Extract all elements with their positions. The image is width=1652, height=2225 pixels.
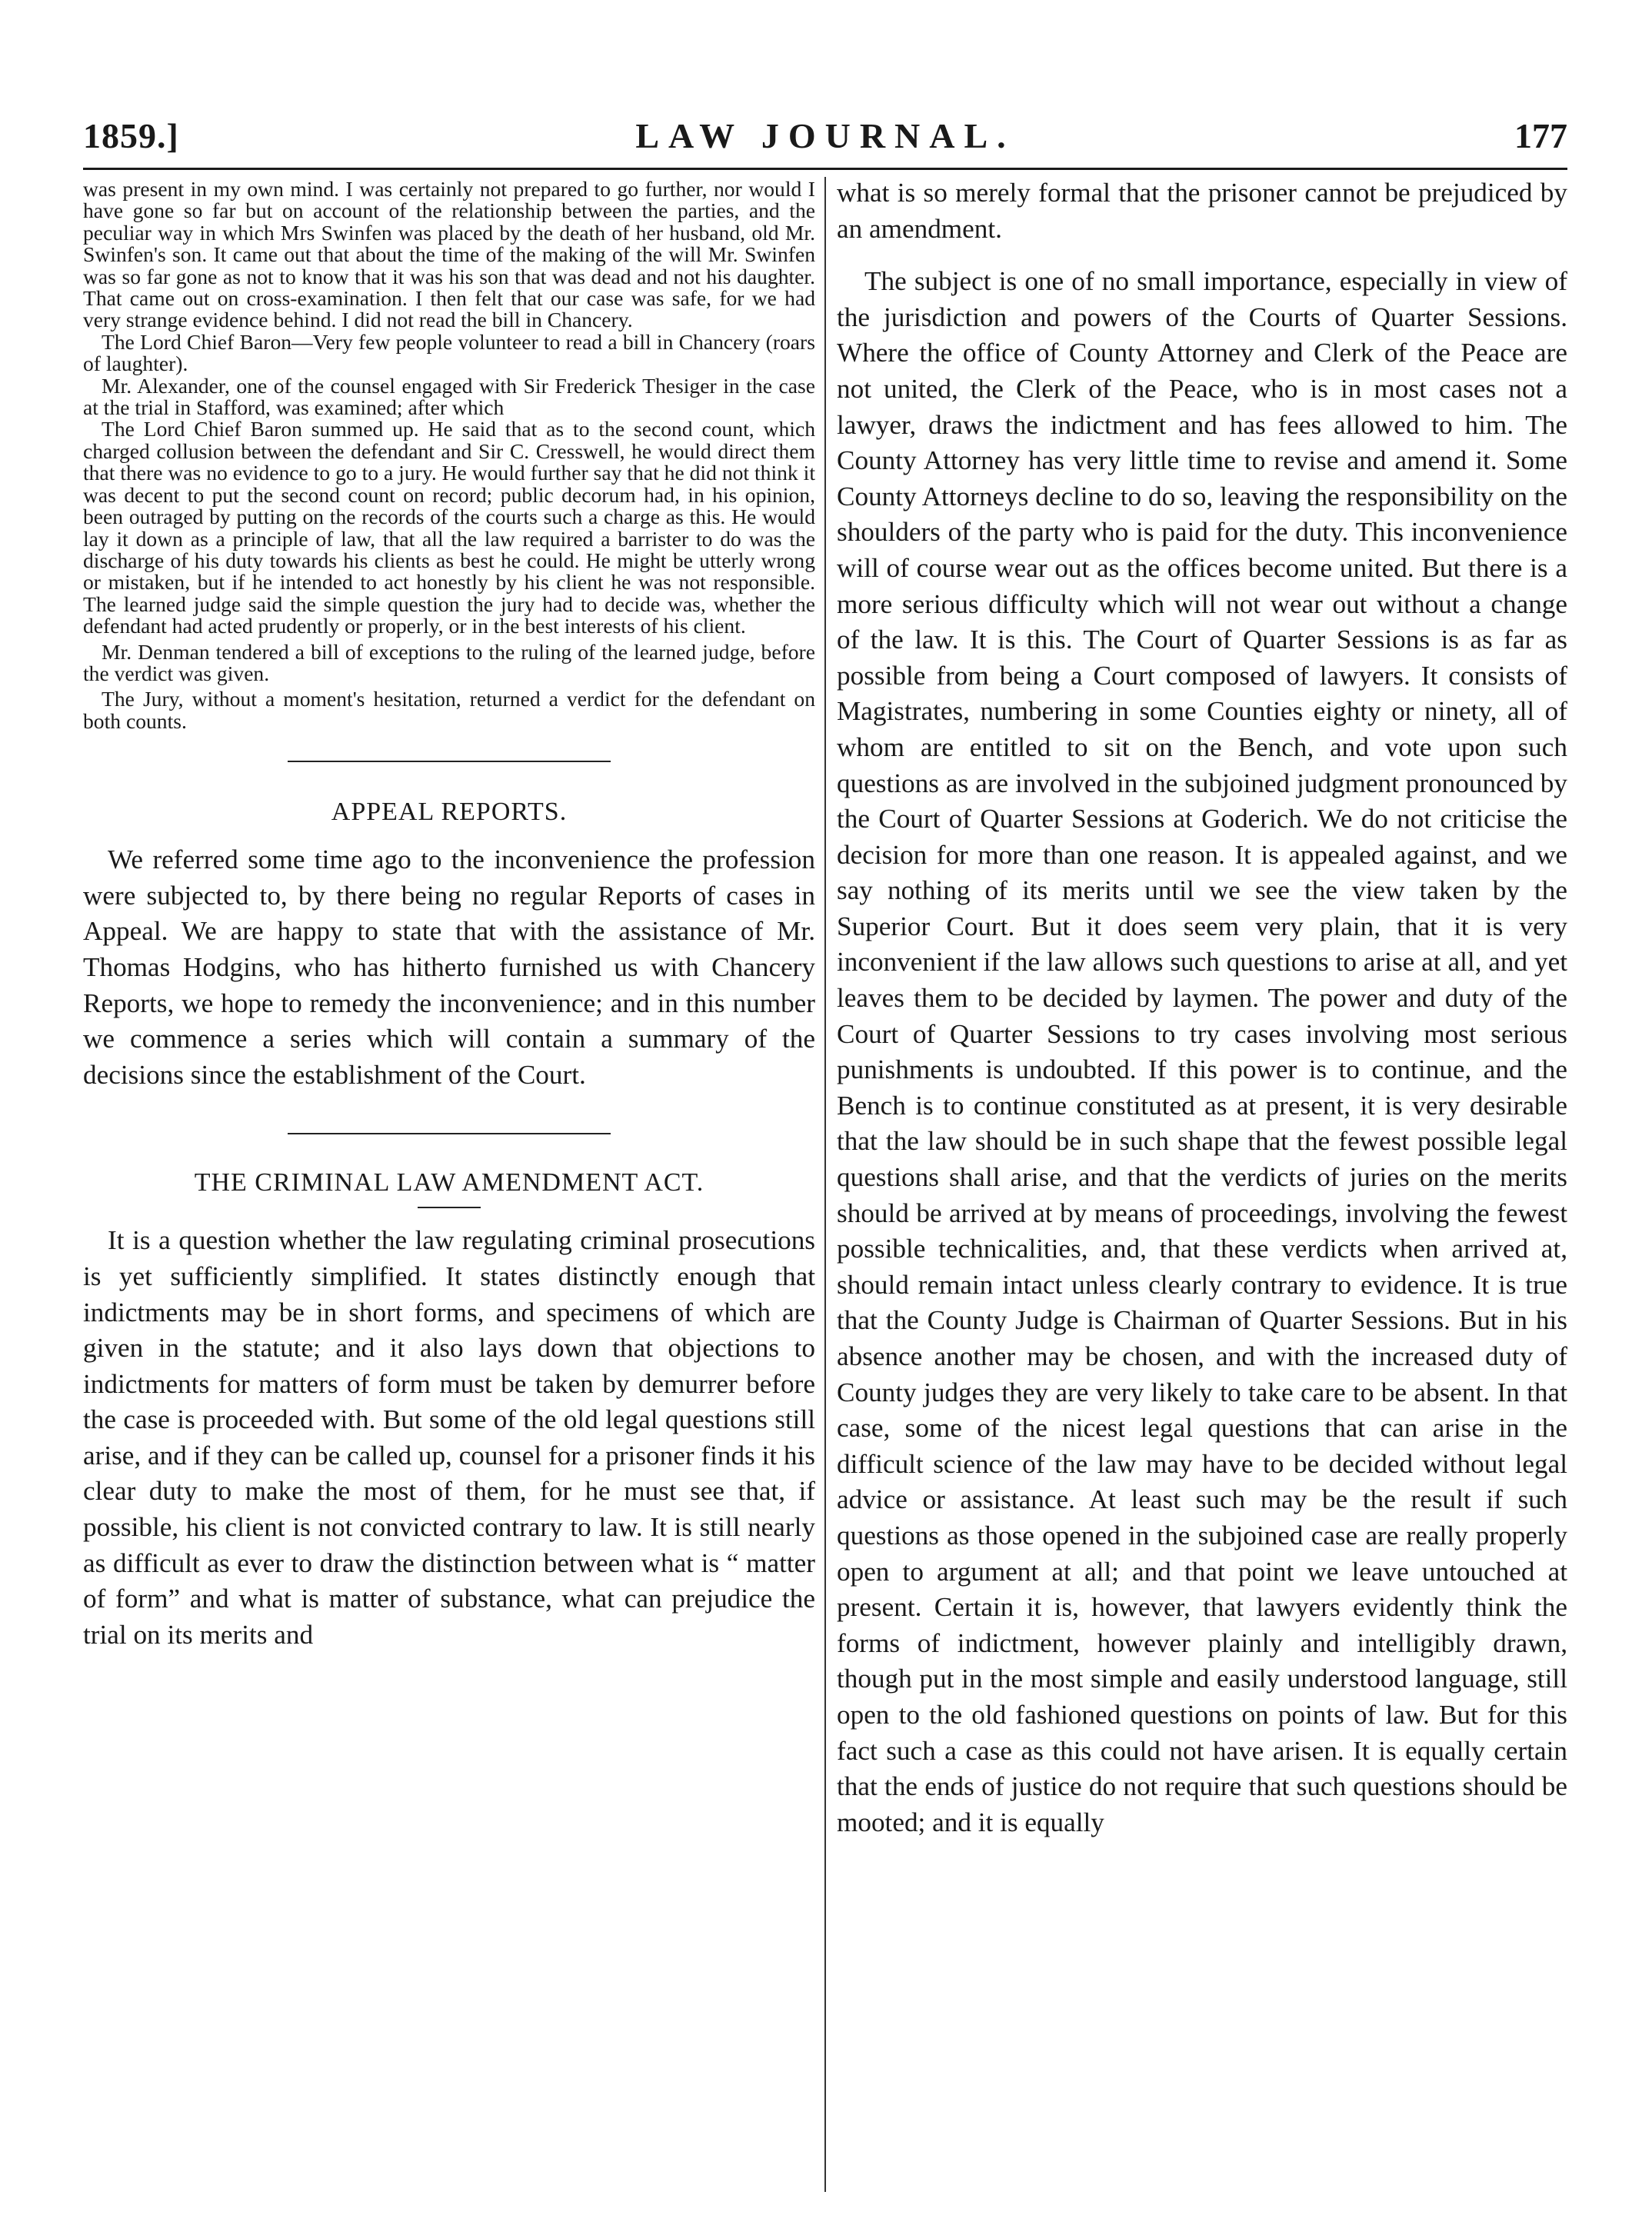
column-divider <box>824 177 826 2192</box>
appeal-reports-body <box>83 842 815 1093</box>
criminal-law-paragraph: It is a question whether the law regulating criminal prosecutions is yet sufficiently simplified. It states distinctly enough that indictments may be in short forms, and specimens of which are given in the statute; and it also lays down that objections to indictments for matters of form must be taken by demurrer before the case is proceeded with. But some of the old legal questions still arise, and if they can be called up, counsel for a prisoner finds it his clear duty to make the most of them, for he must see that, if possible, his client is not convicted contrary to law. It is still nearly as difficult as ever to draw the distinction between what is “ matter of form” and what is matter of substance, what can prejudice the trial on its merits and <box>83 1225 815 1650</box>
section-divider <box>288 1133 611 1134</box>
court-report <box>83 178 815 732</box>
left-column <box>83 178 815 1653</box>
right-column <box>837 175 1567 1840</box>
criminal-law-title: THE CRIMINAL LAW AMENDMENT ACT. <box>194 1168 704 1197</box>
header-journal-title: LAW JOURNAL. <box>635 116 1015 155</box>
header-year: 1859.] <box>83 116 179 155</box>
criminal-law-body <box>83 1223 815 1653</box>
report-paragraph: The Jury, without a moment's hesitation, returned a verdict for the defendant on both counts. <box>83 687 815 733</box>
header-page-number: 177 <box>1514 116 1567 155</box>
report-paragraph: The Lord Chief Baron summed up. He said that as to the second count, which charged collusion between the defendant and Sir C. Cresswell, he would direct them that there was no evidence to go to a jury. He would further say that he did not think it was decent to put the second count on record; public decorum had, in his opinion, been outraged by putting on the records of the courts such a charge as this. He would lay it down as a principle of law, that all the law required a barrister to do was the discharge of his duty towards his clients as best he could. He might be utterly wrong or mistaken, but if he intended to act honestly by his client he was not responsible. The learned judge said the simple question the jury had to decide was, whether the defendant had acted prudently or properly, or in the best interests of his client. <box>83 417 815 638</box>
body-paragraph: The subject is one of no small importance, especially in view of the jurisdiction and powers of the Courts of Quarter Sessions. Where the office of County Attorney and Clerk of the Peace are not united, the Clerk of the Peace, who is in most cases not a lawyer, draws the indictment and has fees allowed to him. The County Attorney has very little time to revise and amend it. Some County Attorneys decline to do so, leaving the responsibility on the shoulders of the party who is paid for the duty. This inconvenience will of course wear out as the offices become united. But there is a more serious difficulty which will not wear out without a change of the law. It is this. The Court of Quarter Sessions is as far as possible from being a Court composed of lawyers. It consists of Magistrates, numbering in some Counties eighty or ninety, all of whom are entitled to sit on the Bench, and vote upon such questions as are involved in the subjoined judgment pronounced by the Court of Quarter Sessions at Goderich. We do not criticise the decision for more than one reason. It is appealed against, and we say nothing of its merits until we see the view taken by the Superior Court. But it does seem very plain, that it is very inconvenient if the law allows such questions to arise at all, and yet leaves them to be decided by laymen. The power and duty of the Court of Quarter Sessions to try cases involving most serious punishments is undoubted. If this power is to continue, and the Bench is to continue constituted as at present, it is very desirable that the law should be in such shape that the fewest possible legal questions shall arise, and that the verdicts of juries on the merits should be arrived at by means of proceedings, involving the fewest possible technicalities, and, that these verdicts when arrived at, should remain intact unless clearly contrary to evidence. It is true that the County Judge is Chairman of Quarter Sessions. But in his absence another may be chosen, and with the increased duty of County judges they are very likely to take care to be absent. In that case, some of the nicest legal questions that can arise in the difficult science of the law may have to be decided without legal advice or assistance. At least such may be the result if such questions as those opened in the subjoined case are really properly open to argument at all; and that point we leave untouched at present. Certain it is, however, that lawyers evidently think the forms of indictment, however plainly and intelligibly drawn, though put in the most simple and easily understood language, still open to the old fashioned questions on points of law. But for this fact such a case as this could not have arisen. It is equally certain that the ends of justice do not require that such questions should be mooted; and it is equally <box>837 266 1567 1837</box>
report-paragraph: Mr. Denman tendered a bill of exceptions to the ruling of the learned judge, before the verdict was given. <box>83 639 815 685</box>
page-header <box>83 115 1567 162</box>
report-paragraph: was present in my own mind. I was certainly not prepared to go further, nor would I have gone so far but on account of the relationship between the parties, and the peculiar way in which Mrs Swinfen was placed by the death of her husband, old Mr. Swinfen's son. It came out that about the time of the making of the will Mr. Swinfen was so far gone as not to know that it was his son that was dead and not his daughter. That came out on cross-examination. I then felt that our case was safe, for we had very strange evidence behind. I did not read the bill in Chancery. <box>83 177 815 332</box>
report-paragraph: The Lord Chief Baron—Very few people volunteer to read a bill in Chancery (roars of laughter). <box>83 329 815 376</box>
continuation-paragraph: what is so merely formal that the prisoner cannot be prejudiced by an amendment. <box>837 178 1567 244</box>
header-rule <box>83 168 1567 170</box>
appeal-reports-paragraph: We referred some time ago to the inconvenience the profession were subjected to, by there being no regular Reports of cases in Appeal. We are happy to state that with the assistance of Mr. Thomas Hodgins, who has hitherto furnished us with Chancery Reports, we hope to remedy the inconvenience; and in this number we commence a series which will contain a summary of the decisions since the establishment of the Court. <box>83 844 815 1090</box>
criminal-law-continuation <box>837 175 1567 1840</box>
appeal-reports-title: APPEAL REPORTS. <box>331 798 568 827</box>
section-divider <box>288 761 611 762</box>
title-underline <box>418 1207 481 1208</box>
report-paragraph: Mr. Alexander, one of the counsel engaged with Sir Frederick Thesiger in the case at the trial in Stafford, was examined; after which <box>83 373 815 420</box>
